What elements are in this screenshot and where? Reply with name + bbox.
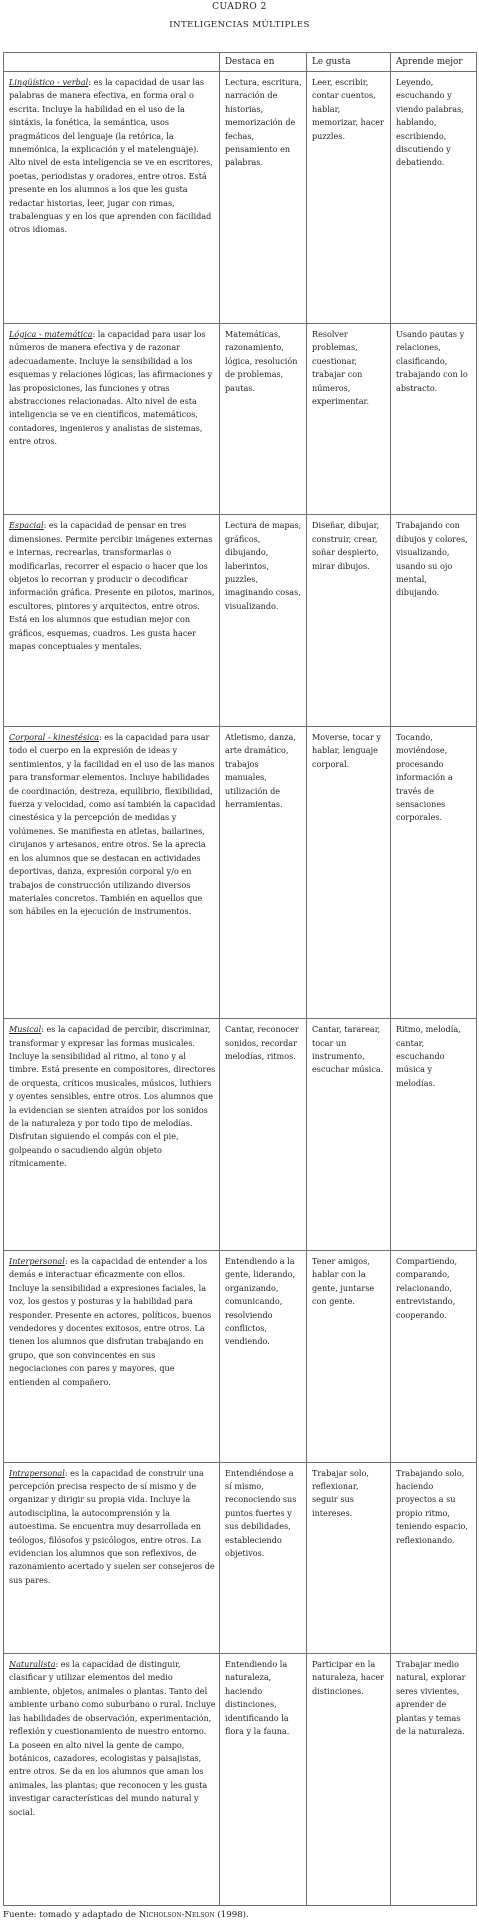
table-number: CUADRO 2 xyxy=(212,2,267,12)
table-row xyxy=(4,323,477,515)
destaca-cell: Cantar, reconocer sonidos, recordar melodías, ritmos. xyxy=(220,1019,307,1251)
aprende-cell: Trabajando con dibujos y colores, visualizando, usando su ojo mental, dibujando. xyxy=(391,515,477,727)
source-note xyxy=(3,1910,249,1920)
table-row xyxy=(4,1654,477,1906)
definition-cell xyxy=(4,1019,220,1251)
table-row xyxy=(4,727,477,1019)
intelligence-name: Interpersonal xyxy=(9,1255,65,1266)
destaca-cell: Entendiendo a la gente, liderando, organizando, comunicando, resolviendo conflictos, vendiendo. xyxy=(220,1250,307,1462)
aprende-cell: Tocando, moviéndose, procesando información a través de sensaciones corporales. xyxy=(391,727,477,1019)
header-destaca: Destaca en xyxy=(220,53,307,72)
gusta-cell: Tener amigos, hablar con la gente, juntarse con gente. xyxy=(307,1250,391,1462)
destaca-cell: Entendiéndose a sí mismo, reconociendo sus puntos fuertes y sus debilidades, estableciendo objetivos. xyxy=(220,1462,307,1654)
aprende-cell: Trabajando solo, haciendo proyectos a su propio ritmo, teniendo espacio, reflexionando. xyxy=(391,1462,477,1654)
intelligence-definition: : es la capacidad de construir una percepción precisa respecto de sí mismo y de organizar y dirigir su propia vida. Incluye la autodisciplina, la autocomprensión y la autoestima. Se encuentra muy desarrollada en teólogos, filósofos y psicólogos, entre otros. La evidencian los alumnos que son reflexivos, de razonamiento acertado y suelen ser consejeros de sus pares. xyxy=(9,1467,215,1585)
intelligence-name: Corporal - kinestésica xyxy=(9,732,99,743)
gusta-cell: Cantar, tararear, tocar un instrumento, escuchar música. xyxy=(307,1019,391,1251)
aprende-cell: Leyendo, escuchando y viendo palabras, hablando, escribiendo, discutiendo y debatiendo. xyxy=(391,72,477,324)
header-row xyxy=(4,53,477,72)
destaca-cell: Atletismo, danza, arte dramático, trabajos manuales, utilización de herramientas. xyxy=(220,727,307,1019)
gusta-cell: Moverse, tocar y hablar, lenguaje corporal. xyxy=(307,727,391,1019)
source-prefix: Fuente: tomado y adaptado de xyxy=(3,1910,139,1920)
table-row xyxy=(4,1250,477,1462)
aprende-cell: Trabajar medio natural, explorar seres vivientes, aprender de plantas y temas de la naturaleza. xyxy=(391,1654,477,1906)
definition-cell xyxy=(4,323,220,515)
destaca-cell: Matemáticas, razonamiento, lógica, resolución de problemas, pautas. xyxy=(220,323,307,515)
intelligences-table xyxy=(3,52,477,1906)
intelligence-definition: : la capacidad para usar los números de manera efectiva y de razonar adecuadamente. Incluye la sensibilidad a los esquemas y relaciones lógicas, las afirmaciones y las proposiciones, las funciones y otras abstracciones relacionadas. Alto nivel de esta inteligencia se ve en científicos, matemáticos, contadores, ingenieros y analistas de sistemas, entre otros. xyxy=(9,328,213,447)
intelligence-name: Naturalista xyxy=(9,1659,56,1670)
intelligence-name: Lógica - matemática xyxy=(9,328,93,339)
destaca-cell: Lectura, escritura, narración de historias, memorización de fechas, pensamiento en palabras. xyxy=(220,72,307,324)
intelligence-name: Lingüístico - verbal xyxy=(9,77,89,87)
gusta-cell: Diseñar, dibujar, construir, crear, soñar despierto, mirar dibujos. xyxy=(307,515,391,727)
table-title: INTELIGENCIAS MÚLTIPLES xyxy=(169,20,310,30)
definition-cell xyxy=(4,1250,220,1462)
definition-cell xyxy=(4,1654,220,1906)
aprende-cell: Usando pautas y relaciones, clasificando, trabajando con lo abstracto. xyxy=(391,323,477,515)
intelligence-name: Intrapersonal xyxy=(9,1467,65,1478)
gusta-cell: Leer, escribir, contar cuentos, hablar, memorizar, hacer puzzles. xyxy=(307,72,391,324)
source-suffix: (1998). xyxy=(214,1910,249,1920)
gusta-cell: Trabajar solo, reflexionar, seguir sus intereses. xyxy=(307,1462,391,1654)
aprende-cell: Ritmo, melodía, cantar, escuchando música y melodías. xyxy=(391,1019,477,1251)
intelligence-definition: : es la capacidad de entender a los demás e interactuar eficazmente con ellos. Incluye la sensibilidad a expresiones faciales, la voz, los gestos y posturas y la habilidad para responder. Presente en actores, políticos, buenos vendedores y docentes exitosos, entre otros. La tienen los alumnos que disfrutan trabajando en grupo, que son convincentes en sus negociaciones con pares y mayores, que entienden al compañero. xyxy=(9,1255,212,1387)
table-row xyxy=(4,1019,477,1251)
header-aprende: Aprende mejor xyxy=(391,53,477,72)
table-row xyxy=(4,72,477,324)
intelligence-name: Musical xyxy=(9,1024,42,1035)
gusta-cell: Participar en la naturaleza, hacer distinciones. xyxy=(307,1654,391,1906)
definition-cell xyxy=(4,72,220,324)
destaca-cell: Lectura de mapas, gráficos, dibujando, laberintos, puzzles, imaginando cosas, visualizando. xyxy=(220,515,307,727)
gusta-cell: Resolver problemas, cuestionar, trabajar con números, experimentar. xyxy=(307,323,391,515)
aprende-cell: Compartiendo, comparando, relacionando, entrevistando, cooperando. xyxy=(391,1250,477,1462)
destaca-cell: Entendiendo la naturaleza, haciendo distinciones, identificando la flora y la fauna. xyxy=(220,1654,307,1906)
header-blank xyxy=(4,53,220,72)
table-row xyxy=(4,515,477,727)
source-author: Nicholson-Nelson xyxy=(138,1910,215,1920)
intelligence-definition: : es la capacidad para usar todo el cuerpo en la expresión de ideas y sentimientos, y la facilidad en el uso de las manos para transformar elementos. Incluye habilidades de coordinación, destreza, equilibrio, flexibilidad, fuerza y velocidad, como así también la capacidad cinestésica y la percepción de medidas y volúmenes. Se manifiesta en atletas, bailarines, cirujanos y artesanos, entre otros. Se la aprecia en los alumnos que se destacan en actividades deportivas, danza, expresión corporal y/o en trabajos de construcción utilizando diversos materiales concretos. También en aquellos que son hábiles en la ejecución de instrumentos. xyxy=(9,732,216,917)
intelligence-definition: : es la capacidad de pensar en tres dimensiones. Permite percibir imágenes externas e internas, recrearlas, transformarlas o modificarlas, recorrer el espacio o hacer que los objetos lo recorran y producir o decodificar información gráfica. Presente en pilotos, marinos, escultores, pintores y arquitectos, entre otros. Está en los alumnos que estudian mejor con gráficos, esquemas, cuadros. Les gusta hacer mapas conceptuales y mentales. xyxy=(9,520,215,652)
table-row xyxy=(4,1462,477,1654)
definition-cell xyxy=(4,1462,220,1654)
header-gusta: Le gusta xyxy=(307,53,391,72)
intelligence-definition: : es la capacidad de distinguir, clasificar y utilizar elementos del medio ambiente, objetos, animales o plantas. Tanto del ambiente urbano como suburbano o rural. Incluye las habilidades de observación, experimentación, reflexión y cuestionamiento de nuestro entorno. La poseen en alto nivel la gente de campo, botánicos, cazadores, ecologistas y paisajistas, entre otros. Se da en los alumnos que aman los animales, las plantas; que reconocen y les gusta investigar características del mundo natural y social. xyxy=(9,1659,216,1817)
intelligence-definition: : es la capacidad de usar las palabras de manera efectiva, en forma oral o escrita. Incluye la habilidad en el uso de la sintáxis, la fonética, la semántica, usos pragmáticos del lenguaje (la retórica, la mnemónica, la explicación y el matelenguaje). Alto nivel de esta inteligencia se ve en escritores, poetas, periodistas y oradores, entre otros. Está presente en los alumnos a los que les gusta redactar historias, leer, jugar con rimas, trabalenguas y en los que aprenden con facilidad otros idiomas. xyxy=(9,77,213,235)
intelligence-name: Espacial xyxy=(9,520,44,531)
definition-cell xyxy=(4,727,220,1019)
definition-cell xyxy=(4,515,220,727)
intelligence-definition: : es la capacidad de percibir, discriminar, transformar y expresar las formas musicales. Incluye la sensibilidad al ritmo, al tono y al timbre. Está presente en compositores, directores de orquesta, críticos musicales, músicos, luthiers y oyentes sensibles, entre otros. Los alumnos que la evidencian se sienten atraídos por los sonidos de la naturaleza y por todo tipo de melodías. Disfrutan siguiendo el compás con el pie, golpeando o sacudiendo algún objeto rítmicamente. xyxy=(9,1024,216,1169)
